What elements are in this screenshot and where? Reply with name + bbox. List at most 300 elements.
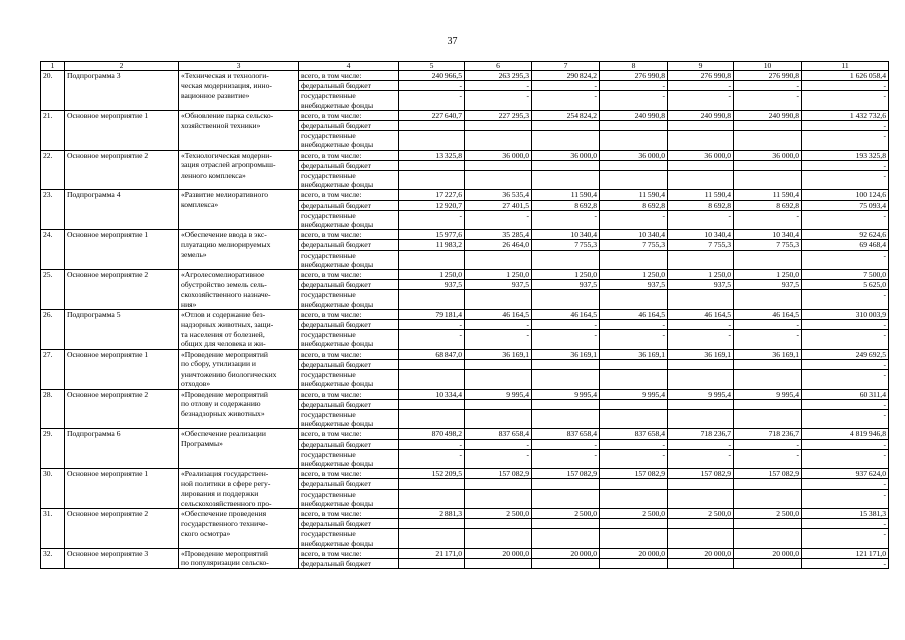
amount-cell: - xyxy=(802,131,889,141)
funding-source: федеральный бюджет xyxy=(299,200,399,210)
amount-cell xyxy=(802,379,889,389)
activity-name-line: ческая модернизация, инно- xyxy=(179,81,299,91)
amount-cell xyxy=(465,300,532,310)
amount-cell xyxy=(668,339,734,349)
amount-cell xyxy=(399,180,465,190)
amount-cell xyxy=(465,499,532,509)
amount-cell: - xyxy=(802,290,889,300)
amount-cell xyxy=(734,399,802,409)
table-row xyxy=(41,280,889,290)
funding-source: государственные xyxy=(299,290,399,300)
activity-name-line: вационное развитие» xyxy=(179,91,299,101)
amount-cell xyxy=(465,489,532,499)
funding-source: всего, в том числе: xyxy=(299,110,399,120)
activity-type xyxy=(65,459,179,469)
table-row xyxy=(41,110,889,120)
table-row xyxy=(41,548,889,558)
funding-source: всего, в том числе: xyxy=(299,429,399,439)
amount-cell xyxy=(600,558,668,568)
amount-cell xyxy=(600,171,668,181)
amount-cell: 20 000,0 xyxy=(532,548,600,558)
amount-cell xyxy=(399,339,465,349)
activity-type: Основное мероприятие 3 xyxy=(65,548,179,558)
activity-name-line xyxy=(179,449,299,459)
table-row xyxy=(41,220,889,230)
table-row xyxy=(41,330,889,340)
amount-cell: - xyxy=(734,449,802,459)
row-number xyxy=(41,409,65,419)
amount-cell: 92 624,6 xyxy=(802,230,889,240)
amount-cell xyxy=(532,180,600,190)
amount-cell: - xyxy=(802,160,889,170)
activity-name-line: «Техническая и технологи- xyxy=(179,71,299,81)
amount-cell xyxy=(399,290,465,300)
amount-cell: 11 590,4 xyxy=(532,190,600,200)
funding-source: государственные xyxy=(299,171,399,181)
amount-cell xyxy=(465,140,532,150)
amount-cell xyxy=(465,290,532,300)
amount-cell: 100 124,6 xyxy=(802,190,889,200)
activity-type xyxy=(65,539,179,549)
table-row xyxy=(41,71,889,81)
amount-cell: - xyxy=(532,439,600,449)
amount-cell: 1 432 732,6 xyxy=(802,110,889,120)
amount-cell: 193 325,8 xyxy=(802,150,889,160)
amount-cell xyxy=(734,339,802,349)
amount-cell: - xyxy=(802,449,889,459)
amount-cell: 11 983,2 xyxy=(399,240,465,250)
funding-source: федеральный бюджет xyxy=(299,439,399,449)
amount-cell xyxy=(668,101,734,111)
amount-cell xyxy=(668,220,734,230)
funding-source: всего, в том числе: xyxy=(299,190,399,200)
amount-cell xyxy=(734,180,802,190)
amount-cell: 9 995,4 xyxy=(532,389,600,399)
amount-cell xyxy=(399,519,465,529)
activity-name-line: обустройство земель сель- xyxy=(179,280,299,290)
amount-cell xyxy=(532,290,600,300)
activity-name-line: «Обеспечение ввода в экс- xyxy=(179,230,299,240)
table-row xyxy=(41,399,889,409)
row-number: 20. xyxy=(41,71,65,81)
amount-cell xyxy=(734,539,802,549)
activity-name-line: «Обеспечение реализации xyxy=(179,429,299,439)
amount-cell: - xyxy=(802,171,889,181)
amount-cell: 27 401,5 xyxy=(465,200,532,210)
amount-cell xyxy=(532,539,600,549)
amount-cell: 837 658,4 xyxy=(532,429,600,439)
column-number-row xyxy=(41,62,889,71)
amount-cell: - xyxy=(802,320,889,330)
funding-source: всего, в том числе: xyxy=(299,389,399,399)
amount-cell xyxy=(465,539,532,549)
amount-cell xyxy=(734,260,802,270)
amount-cell xyxy=(532,459,600,469)
activity-type xyxy=(65,290,179,300)
funding-source: всего, в том числе: xyxy=(299,469,399,479)
amount-cell xyxy=(668,419,734,429)
amount-cell: 240 990,8 xyxy=(668,110,734,120)
amount-cell xyxy=(465,479,532,489)
amount-cell: 8 692,8 xyxy=(532,200,600,210)
amount-cell xyxy=(668,379,734,389)
funding-source: государственные xyxy=(299,529,399,539)
funding-source: внебюджетные фонды xyxy=(299,300,399,310)
amount-cell xyxy=(465,409,532,419)
amount-cell: 4 819 946,8 xyxy=(802,429,889,439)
amount-cell: 9 995,4 xyxy=(734,389,802,399)
amount-cell: 249 692,5 xyxy=(802,349,889,359)
amount-cell xyxy=(465,379,532,389)
table-row xyxy=(41,91,889,101)
funding-source: внебюджетные фонды xyxy=(299,539,399,549)
amount-cell xyxy=(734,101,802,111)
amount-cell: 36 169,1 xyxy=(600,349,668,359)
amount-cell: 35 285,4 xyxy=(465,230,532,240)
row-number xyxy=(41,359,65,369)
activity-type xyxy=(65,489,179,499)
activity-name-line xyxy=(179,220,299,230)
amount-cell xyxy=(532,171,600,181)
activity-name-line xyxy=(179,539,299,549)
row-number xyxy=(41,519,65,529)
amount-cell xyxy=(399,260,465,270)
funding-source: всего, в том числе: xyxy=(299,270,399,280)
funding-source: всего, в том числе: xyxy=(299,309,399,319)
row-number xyxy=(41,290,65,300)
activity-type xyxy=(65,439,179,449)
amount-cell: - xyxy=(802,81,889,91)
column-number: 7 xyxy=(532,62,600,71)
row-number xyxy=(41,171,65,181)
amount-cell: 718 236,7 xyxy=(734,429,802,439)
amount-cell xyxy=(600,409,668,419)
amount-cell xyxy=(734,409,802,419)
amount-cell xyxy=(734,519,802,529)
table-row xyxy=(41,210,889,220)
amount-cell xyxy=(734,459,802,469)
row-number: 29. xyxy=(41,429,65,439)
amount-cell xyxy=(802,300,889,310)
activity-name-line: по сбору, утилизации и xyxy=(179,359,299,369)
amount-cell: 10 334,4 xyxy=(399,389,465,399)
amount-cell: - xyxy=(802,210,889,220)
amount-cell xyxy=(399,121,465,131)
funding-source: федеральный бюджет xyxy=(299,359,399,369)
amount-cell xyxy=(734,290,802,300)
amount-cell: 8 692,8 xyxy=(668,200,734,210)
activity-name-line: та населения от болезней, xyxy=(179,330,299,340)
row-number xyxy=(41,459,65,469)
amount-cell: 1 250,0 xyxy=(399,270,465,280)
amount-cell xyxy=(734,359,802,369)
table-row xyxy=(41,150,889,160)
funding-source: внебюджетные фонды xyxy=(299,180,399,190)
activity-type xyxy=(65,399,179,409)
amount-cell xyxy=(600,300,668,310)
amount-cell: 10 340,4 xyxy=(734,230,802,240)
amount-cell xyxy=(399,220,465,230)
table-row xyxy=(41,439,889,449)
amount-cell: 152 209,5 xyxy=(399,469,465,479)
amount-cell: 157 082,9 xyxy=(600,469,668,479)
amount-cell xyxy=(668,121,734,131)
amount-cell xyxy=(600,489,668,499)
row-number xyxy=(41,439,65,449)
amount-cell xyxy=(802,419,889,429)
table-row xyxy=(41,370,889,380)
amount-cell xyxy=(399,459,465,469)
amount-cell: - xyxy=(668,439,734,449)
amount-cell xyxy=(600,479,668,489)
budget-table xyxy=(40,61,889,569)
amount-cell xyxy=(802,260,889,270)
activity-name-line: надзорных животных, защи- xyxy=(179,320,299,330)
row-number: 30. xyxy=(41,469,65,479)
table-row xyxy=(41,459,889,469)
funding-source: внебюджетные фонды xyxy=(299,459,399,469)
activity-name-line: государственного техниче- xyxy=(179,519,299,529)
amount-cell xyxy=(465,160,532,170)
activity-name-line: общих для человека и жи- xyxy=(179,339,299,349)
amount-cell: 870 498,2 xyxy=(399,429,465,439)
amount-cell xyxy=(532,131,600,141)
column-number: 6 xyxy=(465,62,532,71)
amount-cell xyxy=(600,220,668,230)
row-number xyxy=(41,140,65,150)
row-number xyxy=(41,529,65,539)
amount-cell: 7 755,3 xyxy=(532,240,600,250)
amount-cell: 157 082,9 xyxy=(465,469,532,479)
row-number xyxy=(41,320,65,330)
funding-source: государственные xyxy=(299,210,399,220)
amount-cell: - xyxy=(600,81,668,91)
amount-cell xyxy=(734,419,802,429)
amount-cell: - xyxy=(802,479,889,489)
amount-cell xyxy=(532,250,600,260)
table-row xyxy=(41,449,889,459)
amount-cell xyxy=(532,370,600,380)
amount-cell xyxy=(668,260,734,270)
amount-cell xyxy=(465,419,532,429)
amount-cell: 8 692,8 xyxy=(600,200,668,210)
amount-cell xyxy=(668,399,734,409)
amount-cell: 7 755,3 xyxy=(734,240,802,250)
amount-cell xyxy=(600,419,668,429)
amount-cell: - xyxy=(802,91,889,101)
row-number xyxy=(41,539,65,549)
activity-name-line: «Проведение мероприятий xyxy=(179,548,299,558)
table-row xyxy=(41,81,889,91)
amount-cell: 1 250,0 xyxy=(600,270,668,280)
amount-cell: 75 093,4 xyxy=(802,200,889,210)
amount-cell: - xyxy=(802,409,889,419)
amount-cell: 2 881,3 xyxy=(399,508,465,518)
activity-name-line: «Реализация государствен- xyxy=(179,469,299,479)
activity-name-line: по популяризации сельско- xyxy=(179,558,299,568)
amount-cell xyxy=(802,539,889,549)
funding-source: всего, в том числе: xyxy=(299,150,399,160)
amount-cell: 1 250,0 xyxy=(465,270,532,280)
activity-type xyxy=(65,558,179,568)
activity-type xyxy=(65,449,179,459)
funding-source: внебюджетные фонды xyxy=(299,140,399,150)
amount-cell: - xyxy=(399,81,465,91)
amount-cell: 227 295,3 xyxy=(465,110,532,120)
amount-cell xyxy=(399,101,465,111)
amount-cell xyxy=(532,489,600,499)
amount-cell xyxy=(668,558,734,568)
column-number: 4 xyxy=(299,62,399,71)
amount-cell: - xyxy=(465,91,532,101)
row-number: 21. xyxy=(41,110,65,120)
activity-type: Подпрограмма 6 xyxy=(65,429,179,439)
activity-type xyxy=(65,479,179,489)
activity-name-line xyxy=(179,180,299,190)
amount-cell: - xyxy=(399,449,465,459)
row-number xyxy=(41,489,65,499)
activity-name-line: «Технологическая модерни- xyxy=(179,150,299,160)
amount-cell xyxy=(399,359,465,369)
amount-cell xyxy=(399,558,465,568)
amount-cell xyxy=(600,250,668,260)
table-row xyxy=(41,339,889,349)
amount-cell: 46 164,5 xyxy=(600,309,668,319)
amount-cell: 36 000,0 xyxy=(734,150,802,160)
amount-cell xyxy=(668,140,734,150)
amount-cell: 13 325,8 xyxy=(399,150,465,160)
activity-type xyxy=(65,419,179,429)
amount-cell: - xyxy=(600,439,668,449)
amount-cell: 718 236,7 xyxy=(668,429,734,439)
amount-cell: - xyxy=(532,81,600,91)
activity-type: Основное мероприятие 2 xyxy=(65,508,179,518)
column-number: 1 xyxy=(41,62,65,71)
amount-cell: - xyxy=(465,320,532,330)
amount-cell: 276 990,8 xyxy=(600,71,668,81)
amount-cell: 837 658,4 xyxy=(600,429,668,439)
row-number xyxy=(41,339,65,349)
activity-name-line: ной политики в сфере регу- xyxy=(179,479,299,489)
amount-cell xyxy=(465,101,532,111)
activity-name-line: «Развитие мелиоративного xyxy=(179,190,299,200)
amount-cell xyxy=(532,479,600,489)
amount-cell: 11 590,4 xyxy=(600,190,668,200)
amount-cell: 121 171,0 xyxy=(802,548,889,558)
activity-type xyxy=(65,131,179,141)
amount-cell: 46 164,5 xyxy=(734,309,802,319)
amount-cell: 79 181,4 xyxy=(399,309,465,319)
table-row xyxy=(41,260,889,270)
funding-source: государственные xyxy=(299,250,399,260)
table-row xyxy=(41,419,889,429)
funding-source: федеральный бюджет xyxy=(299,399,399,409)
table-row xyxy=(41,499,889,509)
amount-cell xyxy=(600,459,668,469)
amount-cell xyxy=(668,539,734,549)
row-number: 32. xyxy=(41,548,65,558)
amount-cell: 240 990,8 xyxy=(600,110,668,120)
amount-cell: 20 000,0 xyxy=(600,548,668,558)
column-number: 10 xyxy=(734,62,802,71)
amount-cell xyxy=(734,379,802,389)
amount-cell: 2 500,0 xyxy=(600,508,668,518)
activity-type xyxy=(65,379,179,389)
amount-cell xyxy=(399,370,465,380)
amount-cell xyxy=(399,489,465,499)
funding-source: федеральный бюджет xyxy=(299,558,399,568)
amount-cell xyxy=(532,220,600,230)
amount-cell xyxy=(399,539,465,549)
row-number xyxy=(41,160,65,170)
amount-cell xyxy=(600,539,668,549)
amount-cell xyxy=(802,459,889,469)
amount-cell xyxy=(802,180,889,190)
table-row xyxy=(41,140,889,150)
amount-cell xyxy=(734,558,802,568)
row-number xyxy=(41,300,65,310)
amount-cell xyxy=(668,131,734,141)
amount-cell: - xyxy=(802,489,889,499)
table-row xyxy=(41,529,889,539)
table-row xyxy=(41,320,889,330)
amount-cell: 1 250,0 xyxy=(734,270,802,280)
amount-cell: 937,5 xyxy=(399,280,465,290)
activity-type xyxy=(65,220,179,230)
activity-type xyxy=(65,250,179,260)
amount-cell: - xyxy=(802,519,889,529)
row-number xyxy=(41,240,65,250)
activity-name-line: «Отлов и содержание без- xyxy=(179,309,299,319)
row-number xyxy=(41,210,65,220)
activity-type: Основное мероприятие 2 xyxy=(65,389,179,399)
activity-type xyxy=(65,300,179,310)
amount-cell xyxy=(532,140,600,150)
amount-cell xyxy=(465,399,532,409)
amount-cell xyxy=(399,379,465,389)
amount-cell xyxy=(668,459,734,469)
activity-type xyxy=(65,210,179,220)
amount-cell xyxy=(734,250,802,260)
amount-cell: 157 082,9 xyxy=(734,469,802,479)
activity-type: Подпрограмма 3 xyxy=(65,71,179,81)
amount-cell xyxy=(399,419,465,429)
amount-cell: - xyxy=(532,320,600,330)
amount-cell: 12 920,7 xyxy=(399,200,465,210)
amount-cell: - xyxy=(532,330,600,340)
amount-cell xyxy=(532,160,600,170)
funding-source: внебюджетные фонды xyxy=(299,101,399,111)
amount-cell: 11 590,4 xyxy=(668,190,734,200)
funding-source: федеральный бюджет xyxy=(299,121,399,131)
amount-cell: 36 535,4 xyxy=(465,190,532,200)
amount-cell: 36 000,0 xyxy=(600,150,668,160)
amount-cell xyxy=(734,529,802,539)
amount-cell: - xyxy=(802,529,889,539)
amount-cell: - xyxy=(600,320,668,330)
table-row xyxy=(41,121,889,131)
amount-cell: - xyxy=(600,91,668,101)
activity-type xyxy=(65,260,179,270)
activity-type xyxy=(65,140,179,150)
amount-cell xyxy=(532,121,600,131)
table-row xyxy=(41,379,889,389)
amount-cell: - xyxy=(802,330,889,340)
row-number xyxy=(41,131,65,141)
funding-source: внебюджетные фонды xyxy=(299,379,399,389)
activity-name-line: «Проведение мероприятий xyxy=(179,389,299,399)
amount-cell: - xyxy=(600,210,668,220)
